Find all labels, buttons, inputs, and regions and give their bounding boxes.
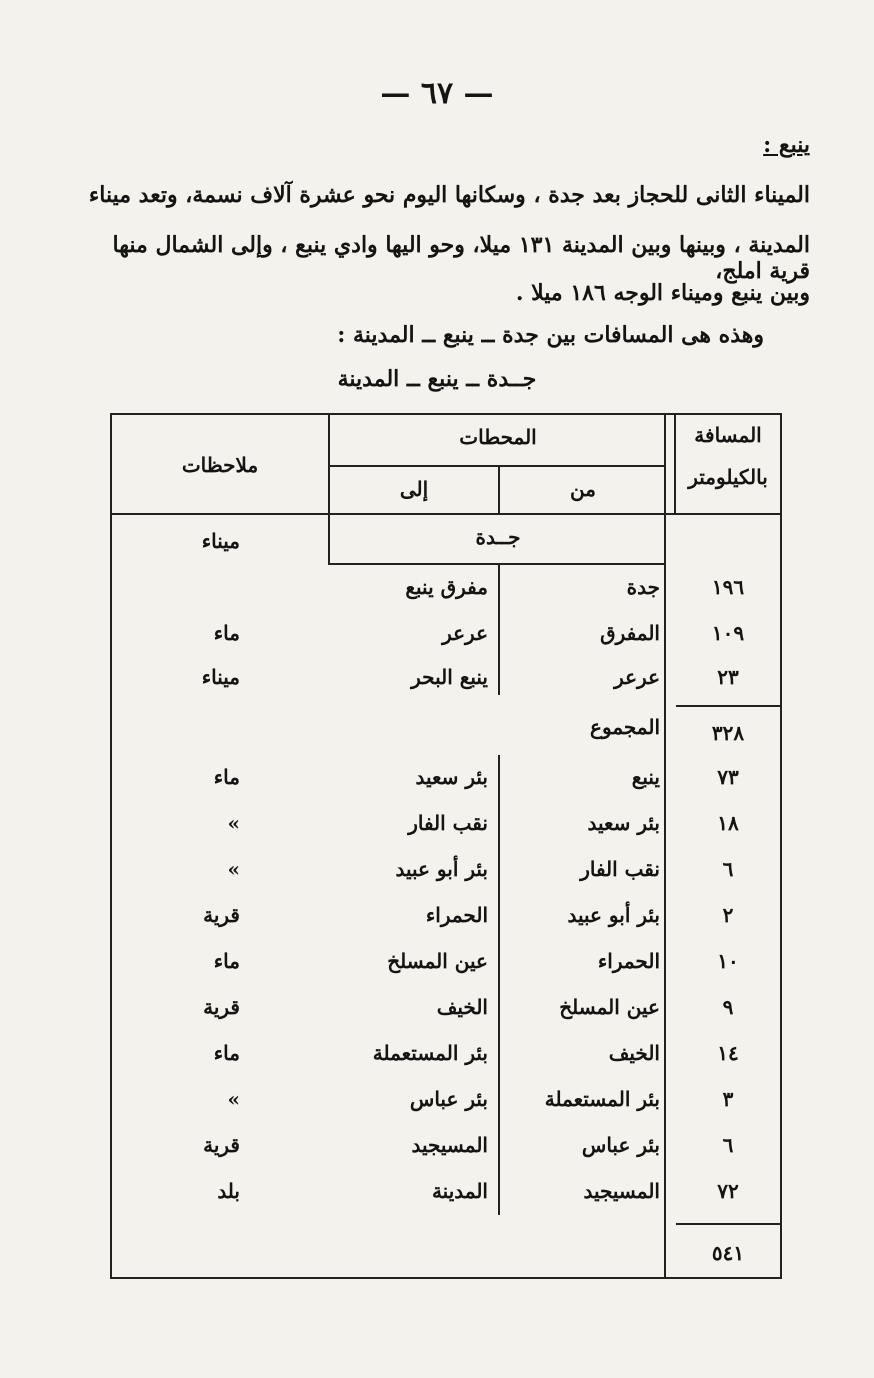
intro-line: وهذه هى المسافات بين جدة ــ ينبع ــ المدينة :	[337, 322, 764, 348]
note-cell: ماء	[213, 621, 240, 645]
section-underline	[330, 563, 666, 565]
header-from: من	[570, 477, 596, 501]
from-cell: جدة	[626, 575, 660, 599]
header-distance-line1: المسافة	[694, 423, 762, 447]
note-cell: ميناء	[201, 665, 240, 689]
to-cell: بئر أبو عبيد	[395, 857, 488, 881]
from-cell: الحمراء	[597, 949, 660, 973]
section-note: ميناء	[201, 529, 240, 553]
distance-cell: ٢٣	[717, 665, 739, 689]
paragraph-line-2: المدينة ، وبينها وبين المدينة ١٣١ ميلا، وحو اليها وادي ينبع ، وإلى الشمال منها قرية املج،	[112, 232, 810, 284]
from-cell: عرعر	[614, 665, 660, 689]
section-label: جــدة	[475, 525, 521, 549]
to-cell: نقب الفار	[408, 811, 488, 835]
from-cell: بئر أبو عبيد	[567, 903, 660, 927]
to-cell: عين المسلخ	[387, 949, 488, 973]
distance-cell: ٧٣	[717, 765, 739, 789]
note-cell: قرية	[203, 903, 240, 927]
total-line	[676, 1223, 780, 1225]
header-distance-line2: بالكيلومتر	[688, 465, 768, 489]
from-cell: المفرق	[600, 621, 660, 645]
to-cell: عرعر	[442, 621, 488, 645]
to-cell: مفرق ينبع	[405, 575, 488, 599]
distance-cell: ١٨	[717, 811, 739, 835]
stations-underline	[330, 465, 666, 467]
to-cell: بئر المستعملة	[372, 1041, 488, 1065]
distance-cell: ١٩٦	[711, 575, 745, 599]
note-cell: قرية	[203, 995, 240, 1019]
paragraph-line-3: وبين ينبع وميناء الوجه ١٨٦ ميلا .	[515, 280, 810, 306]
to-cell: بئر عباس	[409, 1087, 488, 1111]
note-cell: »	[227, 1087, 240, 1111]
subtotal-label: المجموع	[590, 715, 660, 739]
to-cell: المسيجيد	[411, 1133, 488, 1157]
distance-cell: ١٠٩	[711, 621, 745, 645]
to-cell: المدينة	[431, 1179, 488, 1203]
distance-table	[110, 413, 782, 1279]
subtotal-line	[676, 705, 780, 707]
distance-cell: ٩	[722, 995, 734, 1019]
paragraph-line-1: الميناء الثانى للحجاز بعد جدة ، وسكانها اليوم نحو عشرة آلاف نسمة، وتعد ميناء	[88, 182, 810, 208]
distance-cell: ٣	[722, 1087, 734, 1111]
note-cell: بلد	[217, 1179, 240, 1203]
table-title: جــدة ــ ينبع ــ المدينة	[337, 366, 537, 392]
from-cell: بئر المستعملة	[544, 1087, 660, 1111]
from-cell: نقب الفار	[580, 857, 660, 881]
header-stations: المحطات	[459, 425, 537, 449]
to-cell: الخيف	[436, 995, 488, 1019]
distance-cell: ٦	[722, 857, 734, 881]
distance-cell: ٢	[722, 903, 734, 927]
subtotal-distance: ٣٢٨	[711, 721, 745, 745]
to-cell: ينبع البحر	[411, 665, 488, 689]
note-cell: ماء	[213, 765, 240, 789]
from-cell: بئر عباس	[581, 1133, 660, 1157]
from-cell: عين المسلخ	[559, 995, 660, 1019]
distance-cell: ٧٢	[717, 1179, 739, 1203]
distance-cell: ٦	[722, 1133, 734, 1157]
note-cell: ماء	[213, 1041, 240, 1065]
to-cell: بئر سعيد	[415, 765, 488, 789]
note-cell: قرية	[203, 1133, 240, 1157]
total-distance: ٥٤١	[711, 1241, 745, 1265]
header-notes: ملاحظات	[181, 453, 259, 477]
from-cell: بئر سعيد	[587, 811, 660, 835]
distance-cell: ١٤	[717, 1041, 739, 1065]
header-to: إلى	[399, 477, 429, 501]
note-cell: ماء	[213, 949, 240, 973]
from-cell: الخيف	[608, 1041, 660, 1065]
from-cell: المسيجيد	[583, 1179, 660, 1203]
header-bottom-line	[112, 513, 780, 515]
from-cell: ينبع	[631, 765, 660, 789]
section-heading: ينبع :	[763, 132, 810, 158]
page-number: — ٦٧ —	[380, 76, 494, 111]
to-cell: الحمراء	[425, 903, 488, 927]
note-cell: »	[227, 857, 240, 881]
distance-cell: ١٠	[717, 949, 739, 973]
note-cell: »	[227, 811, 240, 835]
